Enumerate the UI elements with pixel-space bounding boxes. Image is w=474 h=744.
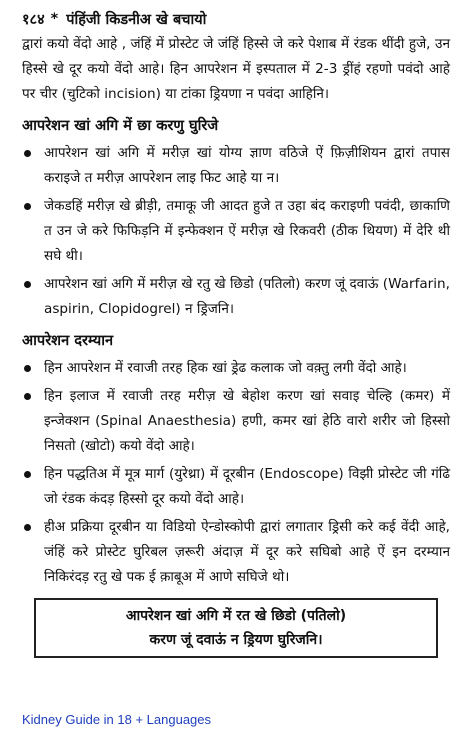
bullet-icon	[24, 524, 31, 531]
intro-paragraph: द्वारां कयो वेंदो आहे , जंहिं में प्रोस्टेट जे जंहिं हिस्से जे करे पेशाब में रंडक थींदी हुजे, उन हिस्से खे दूर कयो वेंदो आहे। हिन आपरेशन में इस्पताल में 2-3 ड्रींहं रहणो पवंदो आहे पर चीर (चुटिको incision) या टांका ड्रियणा न पवंदा आहिनि।	[22, 36, 450, 102]
section-heading-before-operation: आपरेशन खां अगि में छा करणु घुरिजे	[22, 117, 219, 134]
warning-note-box	[34, 598, 438, 658]
list-item-text: हिन इलाज में रवाजी तरह मरीज़ खे बेहोश करण खां सवाइ चेल्हि (कमर) में इन्जेक्शन (Spinal Anaesthesia) हणी, कमर खां हेठि वारो शरीर जो हिस्सो निसतो (खोटो) कयो वेंदो आहे।	[44, 388, 450, 454]
bullet-icon	[24, 471, 31, 478]
list-item	[22, 356, 450, 381]
note-line-1: आपरेशन खां अगि में रत खे छिडो (पतिलो)	[125, 608, 347, 624]
bullet-list-before-operation	[22, 141, 450, 322]
book-title: पंहिंजी किडनीअ खे बचायो	[66, 12, 207, 28]
list-item	[22, 462, 450, 512]
bullet-list-during-operation	[22, 356, 450, 590]
list-item	[22, 384, 450, 459]
list-item-text: हिन आपरेशन में रवाजी तरह हिक खां ड्रेढ कलाक जो वक़्तु लगी वेंदो आहे।	[44, 360, 407, 376]
list-item-text: आपरेशन खां अगि में मरीज़ खां योग्य ज्ञाण वठिजे ऐं फ़िज़ीशियन द्वारां तपास कराइजे त मरीज़ आपरेशन लाइ फिट आहे या न।	[44, 145, 450, 186]
bullet-icon	[24, 365, 31, 372]
list-item-text: आपरेशन खां अगि में मरीज़ खे रतु खे छिडो (पतिलो) करण जूं दवाऊं (Warfarin, aspirin, Clopidogrel) न ड्रिजनि।	[44, 276, 450, 317]
section-heading-during-operation: आपरेशन दरम्यान	[22, 332, 114, 349]
list-item	[22, 194, 450, 269]
bullet-icon	[24, 281, 31, 288]
footer-text: Kidney Guide in 18 + Languages	[22, 712, 212, 727]
list-item-text: हिन पद्धतिअ में मूत्र मार्ग (युरेथ्रा) में दूरबीन (Endoscope) विझी प्रोस्टेट जी गंढि जो रंडक कंदड़ हिस्सो दूर कयो वेंदो आहे।	[44, 466, 450, 507]
note-line-2: करण जूं दवाऊं न ड्रियण घुरिजनि।	[149, 632, 323, 648]
list-item-text: जेकडहिं मरीज़ खे ब्रीड़ी, तमाकू जी आदत हुजे त उहा बंद कराइणी पवंदी, छाकाणि त उन जे करे फिफिड़नि में इन्फेक्शन ऐं मरीज़ खे रिकवरी (ठीक थियण) में देरि थी सघे थी।	[44, 198, 450, 264]
bullet-icon	[24, 203, 31, 210]
list-item	[22, 515, 450, 590]
bullet-icon	[24, 150, 31, 157]
bullet-icon	[24, 393, 31, 400]
list-item-text: हीअ प्रक्रिया दूरबीन या विडियो ऐन्डोस्कोपी द्वारां लगातार ड्रिसी करे कई वेंदी आहे, जंहिं करे प्रोस्टेट घुरिबल ज़रूरी अंदाज़ में दूर करे सघिबो आहे ऐं इन दरम्यान निकिरंदड़ रतु खे पक ई क़ाबूअ में आणे सघिजे थो।	[44, 519, 450, 585]
list-item	[22, 141, 450, 191]
list-item	[22, 272, 450, 322]
page-number: १८४	[22, 12, 45, 28]
header-separator: *	[50, 11, 59, 27]
page-header	[22, 8, 450, 30]
